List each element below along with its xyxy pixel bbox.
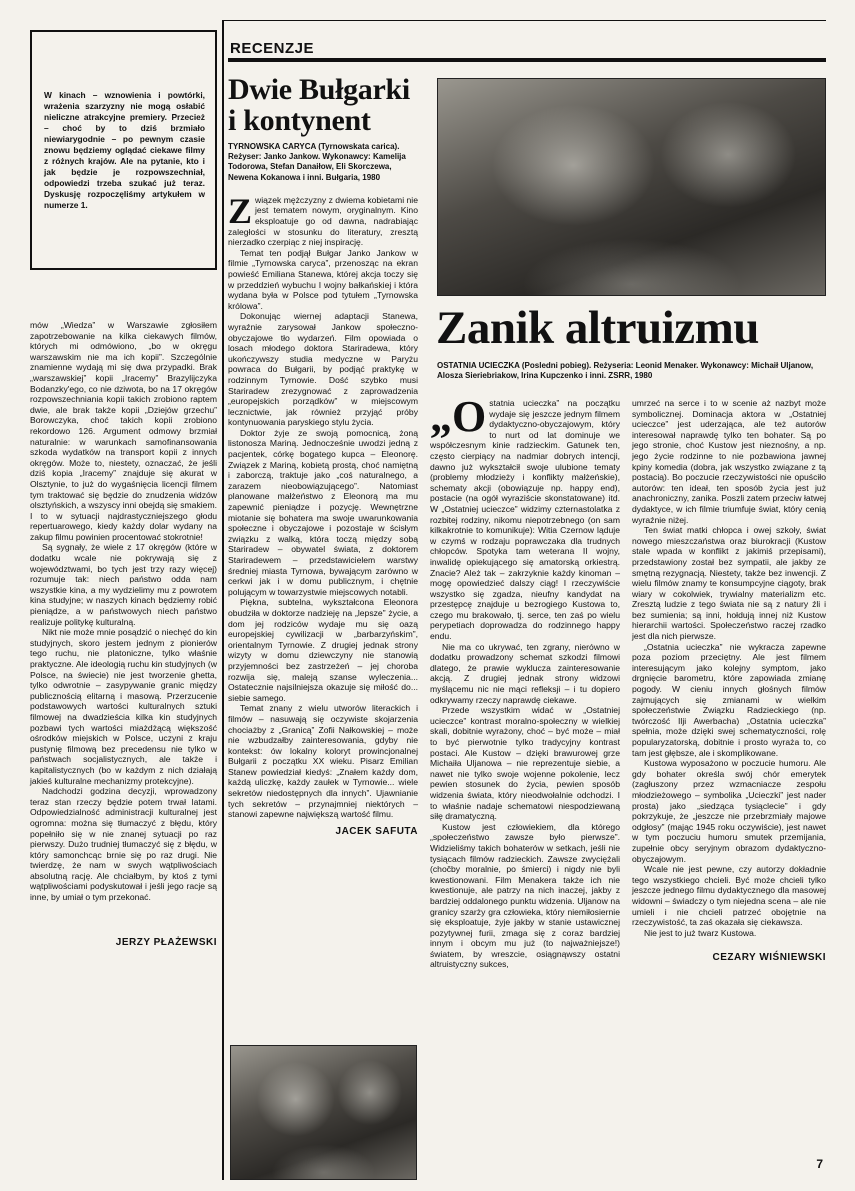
section-label: RECENZJE: [230, 40, 315, 57]
left-paragraph: mów „Wiedza” w Warszawie zgłosiłem zapotrzebowanie na kilka ciekawych filmów, których mi odmówiono, „bo w okręgu warszawskim nie ma ich kopii”. Szczególnie znamienne wydają mi się dwa przypadki. Brak „warszawskiej” kopii „Iracemy” Brazylijczyka Bodanzky'ego, co nie dziwota, bo na 17 okręgów rozpowszechniania kopii takich zrobiono raptem dwie, ale brak także kopii „Dziejów grzechu” Borowczyka, choć takich kopii zrobiono rekordowo 126. Argument odmowy brzmiał naturalnie: w warunkach samofinansowania szkoda wydatków na transport kopii z innych okręgów. Może to, niestety, oznaczać, że jeśli dziś kopia „Iracemy” znajduje się akurat w Olsztynie, to już do wygaśnięcia licencji filmem tym traktować się będzie do znudzenia widzów olsztyńskich, a wszyscy inni obejdą się smakiem. I to w sytuacji najdrastyczniejszego głodu repertuarowego, kiedy każdy dolar wydany na zakup filmu powinien procentować stokrotnie!: [30, 320, 217, 542]
left-paragraph: Nikt nie może mnie posądzić o niechęć do kin studyjnych, skoro jestem jednym z pionierów tego ruchu, nie platoniczne, tylko właśnie praktyczne. Ale ideologią ruchu kin studyjnych (w Polsce, na świecie) nie jest tworzenie ghetta, tylko odwrotnie – zasypywanie granic między publicznością elitarną i masową. Przerzucenie podstawowych wartości kulturalnych sztuki filmowej na dwadzieścia kilka kin studyjnych pozbawi tych wartości miażdżącą większość ośrodków miejskich w Polsce, uczyni z kraju pustynię filmową bez precedensu nie tylko w państwach socjalistycznych, ale także i kapitalistycznych (bo w każdym z nich działają jakieś kulturalne mechanizmy protekcyjne).: [30, 627, 217, 786]
left-column: [30, 30, 217, 949]
article2-paragraph: [430, 392, 620, 642]
article1-title: Dwie Bułgarki i kontynent: [228, 73, 410, 137]
page-number: 7: [816, 1157, 823, 1171]
article1-credits: TYRNOWSKA CARYCA (Tyrnowskata carica). Reżyser: Janko Jankow. Wykonawcy: Kamelija Todorowa, Stefan Danaiłow, Eli Skorczewa, Newena Kokanowa i inni. Bułgaria, 1980: [228, 142, 406, 182]
article2-paragraph-text: statnia ucieczka” na początku wydaje się jeszcze jednym filmem dydaktyczno-obyczajowym, który to nurt od lat dominuje we współczesnym kinie radzieckim. Gatunek ten, często cierpiący na nadmiar dobrych intencji, dawno już wykształcił swoje ulubione tematy (problemy młodzieży i konflikty małżeńskie), schematy akcji (obowiązuje np. happy end), postacie (na ogół wyraziście skonstatowane) itd. W „Ostatniej ucieczce” widzimy czternastolatka z rozbitej rodziny, nikomu niepotrzebnego (on sam kilkakrotnie to komunikuje): Witia Czernow ląduje w czymś w rodzaju poprawczaka dla trudnych chłopców. Spotyka tam weterana II wojny, inwalidę opiekującego się amatorską orkiestrą. Znacie? Ależ tak – zakrzyknie każdy kinoman – mogę opowiedzieć dalszy ciąg! I rzeczywiście wszystko się zgadza, nieufny kandydat na przestępcę znajduje u bezrogiego Kustowa to, czego mu brakowało, tj. serce, ten zaś po wielu perypetiach doprowadza do rodzinnego happy endu.: [430, 398, 620, 642]
article2-paragraph: Przede wszystkim widać w „Ostatniej ucieczce” kontrast moralno-społeczny w wielkiej skali, dobitnie wyrażony, choć – być może – miał to być pierwotnie tylko tradycyjny kontrast postaci. Ale Kustow – dzięki brawurowej grze Michaiła Uljanowa – nie reprezentuje siebie, a nawet nie tylko swoje wojenne pokolenie, lecz pewien stosunek do życia, pewien sposób widzenia świata, który nieodwołalnie odchodzi. I to właśnie nadaje schematowi niespodziewaną siłę dramatyczną.: [430, 705, 620, 822]
film-still-photo-top: [437, 78, 826, 296]
article2-column-a: [430, 392, 620, 970]
article1-paragraph: Dokonując wiernej adaptacji Stanewa, wyraźnie zarysował Jankow społeczno-obyczajowe tło wydarzeń. Film opowiada o losach młodego doktora Stariradewa, który ukończywszy studia medyczne w Paryżu powraca do Bułgarii, by podjąć praktykę w rodzinnym Tyrnowie. Dość szybko musi Stariradew zrezygnować z zaprowadzenia „europejskich porządków” w miejscowym lecznictwie, jak również przyjąć próby kontynuowania paryskiego stylu życia.: [228, 311, 418, 428]
article1-body: [228, 190, 418, 820]
article2-paragraph: Ten świat matki chłopca i owej szkoły, świat nowego mieszczaństwa oraz biurokracji (Kustow stale wpada w konflikt z jakimiś przepisami), przedstawiony został bez sympatii, ale jakby ze smętną rezygnacją. Niestety, także bez inwencji. Z wielu filmów znamy te konsumpcyjne ciągoty, brak wiary w cokolwiek, trywialny materializm etc. Zresztą ludzie z tego świata nie są z natury źli i bez sumienia; są inni, hołdują innej niż Kustow hierarchii wartości. Społeczeństwo raczej rzadko jest dla nich pierwsze.: [632, 525, 826, 642]
article1-dropcap: Z: [228, 190, 253, 231]
article2-dropcap: „O: [430, 392, 487, 441]
left-paragraph: Są sygnały, że wiele z 17 okręgów (które w dodatku wcale nie pokrywają się z województwami, bo tych jest trzy razy więcej) rozumuje tak: niech państwo odda nam wszystkie kina, a my wydzielimy mu z powrotem kina studyjne; w naszych kinach będziemy robić pieniądze, a w państwowych niech państwo realizuje politykę kulturalną.: [30, 542, 217, 627]
article2-title: Zanik altruizmu: [436, 302, 759, 354]
article1-paragraph: Doktor żyje ze swoją pomocnicą, żoną listonosza Mariną. Jednocześnie uwodzi jedną z pacjentek, córkę bogatego kupca – Eleonorę. Związek z Mariną, kobietą prostą, choć namiętną i zaborczą, traktuje jako „coś naturalnego, a zarazem nieobowiązującego”. Natomiast planowane małżeństwo z Eleonorą ma mu zapewnić pieniądze i pozycję. Wewnętrzne miotanie się bohatera ma swoje uwarunkowania społeczne i obyczajowe i pozostaje w ścisłym związku z walką, która toczą między sobą Stariradew – obywatel świata, z doktorem Stariradewem – przedstawicielem warstwy średniej miasta Tyrnowa, bywającym zarówno w cerkwi jak i w domu publicznym, i chętnie polującym w towarzystwie miejscowych notabli.: [228, 427, 418, 597]
article1-author: JACEK SAFUTA: [335, 825, 418, 837]
left-paragraph: Nadchodzi godzina decyzji, wprowadzony teraz stan rzeczy będzie potem trwał latami. Odpowiedzialność administracji kulturalnej jest ogromna: można się tłumaczyć z błędu, który popełniło się w nie znanej sytuacji po raz pierwszy. Dużo trudniej tłumaczyć się z błędu, w który samonchcąc brnie się po raz drugi. Nie twierdzę, że nam w swych wątpliwościach absolutną rację. Ale chciałbym, by ktoś z tymi wątpliwościami podyskutował i jeśli jego racje są inne, by umiał o tym przekonać.: [30, 786, 217, 903]
left-author: JERZY PŁAŻEWSKI: [115, 936, 217, 948]
article2-paragraph: Wcale nie jest pewne, czy autorzy dokładnie tego wszystkiego chcieli. Być może chcieli tylko jeszcze jednego filmu dydaktycznego dla masowej widowni – świadczy o tym niejedna scena – ale nie umieli i nie chcieli patrzeć obojętnie na rzeczywistość, ta zaś okazała się ciekawsza.: [632, 864, 826, 928]
article2-paragraph: Kustow jest człowiekiem, dla którego „społeczeństwo zawsze było pierwsze”. Widzieliśmy takich bohaterów w setkach, jeśli nie tysiącach filmów radzieckich. Zawsze zwyciężali (chočby moralnie, po śmierci) i nigdy nie byli kwestionowani. Film Menakera także ich nie kwestionuje, ale patrzy na nich inaczej, jakby z bardziej oddalonego punktu widzenia. Uljanow na granicy szarży gra człowieka, który niemiłosiernie się eksploatuje, żyje jakby w stanie ustawicznej pozytywnej furii, zmaga się z coraz bardziej innym i obcym mu już (to najważniejsze!) światem, by wreszcie, osiągnąwszy ostatni altruistyczny sukces,: [430, 821, 620, 970]
intro-box: [30, 30, 217, 270]
section-rule: [228, 58, 826, 62]
article1-paragraph: Temat ten podjął Bułgar Janko Jankow w filmie „Tyrnowska caryca”, przenosząc na ekran powieść Emiliana Stanewa, której akcja toczy się w przeddzień wybuchu I wojny bałkańskiej i która wydana była w Polsce pod tytułem „Tyrnowska królowa”.: [228, 247, 418, 311]
article2-paragraph: umrzeć na serce i to w scenie aż nazbyt może symbolicznej. Dominacja aktora w „Ostatniej ucieczce” jest uderzająca, ale też autorów interesował naprawdę tylko ten bohater. Są po jego stronie, choć Kustow jest nieznośny, a np. jego życie rodzinne to nie pozbawiona jawnej kpiny komedia (dobra, jak wszystko związane z tą postacią). Bo poczucie rzeczywistości nie opuściło autorów: ten ideał, ten sposób życia jest już anachroniczny, zanika. Poszli zatem przeciw łatwej dydaktyce, w ich filmie triumfuje świat, który cenią wyraźnie niżej.: [632, 398, 826, 525]
article1-paragraph: Temat znany z wielu utworów literackich i filmów – nasuwają się oczywiste skojarzenia chociażby z „Granicą” Zofii Nałkowskiej – może nie wzbudzałby zainteresowania, gdyby nie kontekst: ów lokalny koloryt prowincjonalnej Bułgarii z początku XX wieku. Pisarz Emilian Stanew powiedział kiedyś: „Znałem każdy dom, każdą uliczkę, każdy zaułek w Tyrnowie... wiele sekretów niedostępnych dla innych”. Ujawnianie tych sekretów – przynajmniej niektórych – stanowi zapewne największą wartość filmu.: [228, 703, 418, 820]
left-article-body: [30, 320, 217, 903]
article1-paragraph-text: wiązek mężczyzny z dwiema kobietami nie jest tematem nowym, oryginalnym. Kino eksploatuje go od dawna, nadrabiając zaległości w stosunku do literatury, zresztą nierzadko czerpiąc z niej inspirację.: [228, 194, 418, 248]
top-rule: [222, 20, 826, 21]
article2-column-b: [632, 398, 826, 964]
intro-text: W kinach – wznowienia i powtórki, wrażenia szarzyzny nie mogą osłabić nieliczne atrakcyjne premiery. Przecież – choć by to dziś brzmiało niewiarygodnie – po pewnym czasie znowu będziemy oglądać ciekawe filmy z różnych krajów. Ale na pytanie, kto i jak będzie je rozpowszechniał, odpowiedzi trzeba szukać już teraz. Dyskusję rozpoczęliśmy artykułem w numerze 1.: [44, 90, 205, 210]
article2-paragraph: Nie ma co ukrywać, ten zgrany, nierówno w dodatku prowadzony schemat szkodzi filmowi dlatego, że prawie wyklucza zainteresowanie akcją. Z drugiej jednak strony widzowi myślącemu nic nie mąci refleksji – i tu dopiero odkrywamy rzeczy naprawdę ciekawe.: [430, 641, 620, 705]
article2-credits: OSTATNIA UCIECZKA (Posledni pobieg). Reżyseria: Leonid Menaker. Wykonawcy: Michaił Uljanow, Alosza Sieriebriakow, Irina Kupczenko i inni. ZSRR, 1980: [437, 361, 814, 381]
article2-paragraph: „Ostatnia ucieczka” nie wykracza zapewne poza poziom przeciętny. Ale jest filmem interesującym jako kolejny symptom, jako drgnięcie barometru, które zapowiada zmianę pogody. W cieniu innych głośnych filmów zajmujących się zmianami w wielkim społeczeństwie Związku Radzieckiego (np. twórczość Ilji Awerbacha) „Ostatnia ucieczka” spełnia, może dzięki swej schematyczności, rolę popularyzatorską, dobitnie i prosto wyraża to, co tam jest głębsze, ale i skomplikowane.: [632, 641, 826, 758]
article2-paragraph: Nie jest to już twarz Kustowa.: [644, 927, 757, 938]
article1-paragraph: Piękna, subtelna, wykształcona Eleonora obudziła w doktorze nadzieję na „lepsze” życie, a dom jej rodziców wydaje mu się oazą europejskiej cywilizacji w „barbarzyńskim”, orientalnym Tyrnowie. Z drugiej jednak strony wizyty w domu dziewczyny nie stanowią przyjemności bez zastrzeżeń – jej choroba rozwija się, maleją szanse wyleczenia... Ostatecznie najsilniejsza okazuje się miłość do... siebie samego.: [228, 597, 418, 703]
article1-column: [228, 74, 418, 838]
film-still-photo-bottom: [230, 1045, 417, 1180]
article2-author: CEZARY WIŚNIEWSKI: [712, 952, 826, 964]
article1-paragraph: [228, 190, 418, 248]
article2-paragraph: Kustowa wyposażono w poczucie humoru. Ale gdy bohater określa swój chór emerytek (zagłuszony przez wzmacniacze zespołu młodzieżowego – symbolika „Ucieczki” jest nader prosta) jako „siedząca tysiąclecie” i gdy pokrzykuje, że „jeszcze nie przebrzmiały majowe odgłosy” (mając 1945 roku oczywiście), jest nawet w tym poczuciu humoru smutek przemijania, zupełnie obcy seryjnym obrazom dydaktyczno-obyczajowym.: [632, 758, 826, 864]
column-divider: [222, 20, 224, 1180]
